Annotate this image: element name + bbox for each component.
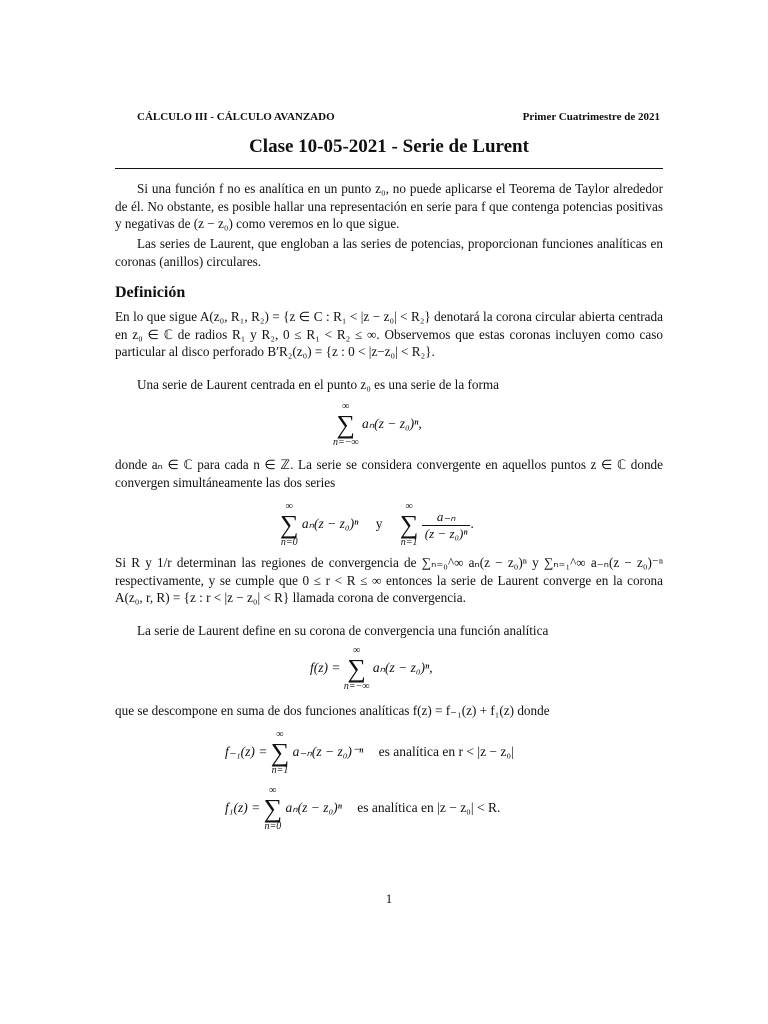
analytic-function-paragraph: La serie de Laurent define en su corona de convergencia una función analítica	[137, 623, 549, 638]
intro-paragraph-2: Las series de Laurent, que engloban a las series de potencias, proporcionan funciones analíticas en coronas (anillos) circulares.	[115, 236, 663, 269]
laurent-intro-paragraph: Una serie de Laurent centrada en el punto z₀ es una serie de la forma	[137, 377, 499, 392]
summation-symbol: ∞ ∑ n=−∞	[343, 645, 370, 692]
running-header	[115, 111, 663, 127]
course-name: CÁLCULO III - CÁLCULO AVANZADO	[137, 111, 335, 123]
equation-f-minus-one	[225, 730, 514, 776]
document-page	[115, 0, 663, 1024]
equation-f-one	[225, 786, 500, 832]
section-heading: Definición	[115, 284, 186, 301]
fraction: $\frac{\text{a₋ₙ}}{\text{(z − z₀)ⁿ}}$	[422, 509, 471, 542]
intro-paragraph-1: Si una función f no es analítica en un punto z₀, no puede aplicarse el Teorema de Taylor alrededor de él. No obstante, es posible hallar una representación en serie para f que contenga potencias positivas y negativas de (z − z₀) como veremos en lo que sigue.	[115, 181, 663, 232]
equation-laurent-series	[333, 402, 422, 448]
conjunction: y	[375, 516, 383, 532]
definition-paragraph: En lo que sigue A(z₀, R₁, R₂) = {z ∈ C : R₁ < |z − z₀| < R₂} denotará la corona circular abierta centrada en z₀ ∈ ℂ de radios R₁ y R₂, 0 ≤ R₁ < R₂ ≤ ∞. Observemos que estas coronas incluyen como caso particular al disco perforado B′R₂(z₀) = {z : 0 < |z−z₀| < R₂}.	[115, 309, 663, 360]
convergence-paragraph: donde aₙ ∈ ℂ para cada n ∈ ℤ. La serie se considera convergente en aquellos puntos z ∈ ℂ donde convergen simultáneamente las dos series	[115, 457, 663, 490]
equation-note: es analítica en |z − z₀| < R.	[357, 800, 501, 816]
equation-term: aₙ(z − z₀)ⁿ	[301, 516, 359, 532]
term-label: Primer Cuatrimestre de 2021	[522, 111, 660, 123]
summation-symbol: ∞ ∑ n=1	[399, 501, 419, 548]
equation-term: aₙ(z − z₀)ⁿ,	[372, 660, 433, 676]
decomposition-paragraph: que se descompone en suma de dos funciones analíticas f(z) = f₋₁(z) + f₁(z) donde	[115, 703, 550, 718]
equation-lhs: f(z) =	[310, 660, 341, 676]
equation-two-series: ∞ ∑ n=0 aₙ(z − z₀)ⁿ y ∞ ∑ n=1 $\frac{\text{a₋ₙ}}{\text{(z − z₀)ⁿ}}$ .	[280, 501, 474, 548]
regions-paragraph: Si R y 1/r determinan las regiones de convergencia de ∑ₙ₌₀^∞ aₙ(z − z₀)ⁿ y ∑ₙ₌₁^∞ a₋ₙ(z − z₀)⁻ⁿ respectivamente, y se cumple que 0 ≤ r < R ≤ ∞ entonces la serie de Laurent converge en la corona A(z₀, r, R) = {z : r < |z − z₀| < R} llamada corona de convergencia.	[115, 555, 663, 606]
equation-lhs: f₁(z) =	[225, 800, 261, 816]
page-title: Clase 10-05-2021 - Serie de Lurent	[249, 136, 529, 157]
summation-symbol: ∞ ∑ n=1	[270, 729, 290, 776]
equation-term: aₙ(z − z₀)ⁿ	[285, 800, 342, 816]
equation-f-of-z	[310, 646, 433, 692]
summation-symbol: ∞ ∑ n=0	[263, 785, 283, 832]
summation-symbol: ∞ ∑ n=0	[280, 501, 299, 548]
equation-term: aₙ(z − z₀)ⁿ,	[362, 416, 422, 432]
page-number: 1	[385, 891, 393, 906]
equation-note: es analítica en r < |z − z₀|	[378, 744, 514, 760]
equation-lhs: f₋₁(z) =	[225, 744, 268, 760]
equation-term: a₋ₙ(z − z₀)⁻ⁿ	[292, 744, 364, 760]
summation-symbol: ∞ ∑ n=−∞	[333, 401, 359, 448]
title-rule	[115, 168, 663, 169]
